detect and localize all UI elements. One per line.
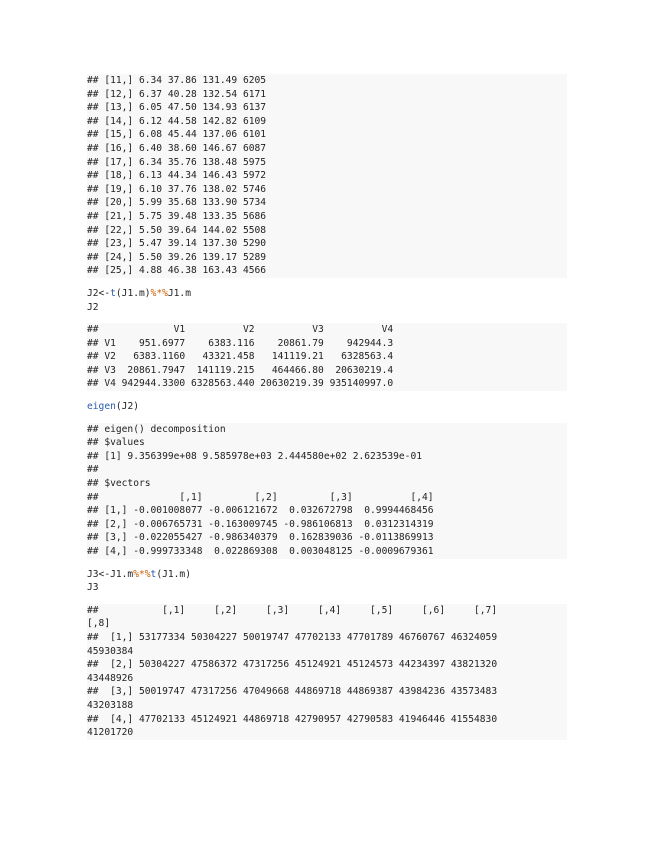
block-gap <box>87 314 567 323</box>
output-line: ## [1,] -0.001008077 -0.006121672 0.032672798 0.9994468456 <box>87 505 434 517</box>
output-line: ## [22,] 5.50 39.64 144.02 5508 <box>87 224 267 236</box>
output-line: ## [13,] 6.05 47.50 134.93 6137 <box>87 102 267 114</box>
operator-token: %*% <box>150 287 168 299</box>
output-line: ## [2,] -0.006765731 -0.163009745 -0.986106813 0.0312314319 <box>87 518 434 530</box>
function-token: t <box>110 287 116 299</box>
code-token: J2<- <box>87 287 111 299</box>
function-token: t <box>150 568 157 580</box>
block-gap <box>87 278 567 287</box>
output-line: ## [11,] 6.34 37.86 131.49 6205 <box>87 75 267 86</box>
operator-token: %*% <box>133 568 151 580</box>
output-line: ## [4,] 47702133 45124921 44869718 42790957 42790583 41946446 41554830 <box>87 713 498 725</box>
block-gap <box>87 391 567 400</box>
output-line: ## [1] 9.356399e+08 9.585978e+03 2.444580e+02 2.623539e-01 <box>87 450 423 462</box>
output-line: ## V1 V2 V3 V4 <box>87 324 394 336</box>
output-line: ## [14,] 6.12 44.58 142.82 6109 <box>87 115 267 127</box>
output-line: 45930384 <box>87 645 134 657</box>
output-line: ## [15,] 6.08 45.44 137.06 6101 <box>87 129 267 141</box>
code-line <box>87 581 567 595</box>
code-chunk <box>87 400 567 414</box>
code-chunk <box>87 287 567 314</box>
code-line <box>87 400 567 414</box>
code-line <box>87 568 567 582</box>
output-line: ## [2,] 50304227 47586372 47317256 45124921 45124573 44234397 43821320 <box>87 659 498 671</box>
output-line: ## V4 942944.3300 6328563.440 20630219.39 935140997.0 <box>87 378 394 390</box>
output-line: ## eigen() decomposition <box>87 423 226 435</box>
output-chunk <box>87 323 567 391</box>
output-chunk <box>87 604 567 740</box>
block-gap <box>87 414 567 423</box>
output-line: ## <box>87 464 99 476</box>
output-chunk <box>87 423 567 559</box>
code-token: J2 <box>87 301 99 313</box>
output-line: ## [4,] -0.999733348 0.022869308 0.003048125 -0.0009679361 <box>87 546 434 557</box>
output-line: ## [25,] 4.88 46.38 163.43 4566 <box>87 265 267 277</box>
output-line: ## $vectors <box>87 478 151 490</box>
code-chunk <box>87 568 567 595</box>
code-token: (J1.m) <box>156 568 191 580</box>
output-line: 43203188 <box>87 699 134 711</box>
code-token: (J1.m) <box>115 287 151 299</box>
output-line: ## V1 951.6977 6383.116 20861.79 942944.3 <box>87 337 394 349</box>
output-line: ## [1,] 53177334 50304227 50019747 47702133 47701789 46760767 46324059 <box>87 631 498 643</box>
output-line: ## [3,] -0.022055427 -0.986340379 0.162839036 -0.0113869913 <box>87 532 434 544</box>
output-line: ## [23,] 5.47 39.14 137.30 5290 <box>87 238 267 250</box>
output-line: ## [,1] [,2] [,3] [,4] [,5] [,6] [,7] <box>87 604 498 616</box>
code-token: J3<-J1.m <box>87 568 134 580</box>
output-line: ## [17,] 6.34 35.76 138.48 5975 <box>87 156 267 168</box>
code-line <box>87 287 567 301</box>
output-chunk <box>87 74 567 278</box>
output-line: ## [24,] 5.50 39.26 139.17 5289 <box>87 251 267 263</box>
code-token: J3 <box>87 582 99 594</box>
block-gap <box>87 559 567 568</box>
output-line: ## [3,] 50019747 47317256 47049668 44869718 44869387 43984236 43573483 <box>87 686 498 698</box>
output-line: ## [19,] 6.10 37.76 138.02 5746 <box>87 183 267 195</box>
output-line: 41201720 <box>87 727 134 739</box>
output-line: ## [,1] [,2] [,3] [,4] <box>87 491 434 503</box>
output-line: ## V3 20861.7947 141119.215 464466.80 20630219.4 <box>87 364 394 376</box>
output-line: [,8] <box>87 618 111 630</box>
output-line: ## [12,] 6.37 40.28 132.54 6171 <box>87 88 267 100</box>
code-token: J1.m <box>167 287 191 299</box>
output-line: 43448926 <box>87 672 134 684</box>
output-line: ## [21,] 5.75 39.48 133.35 5686 <box>87 210 267 222</box>
output-line: ## [20,] 5.99 35.68 133.90 5734 <box>87 197 267 209</box>
function-token: eigen <box>87 401 116 413</box>
output-line: ## [16,] 6.40 38.60 146.67 6087 <box>87 142 267 154</box>
output-line: ## $values <box>87 437 145 449</box>
r-markdown-document <box>87 74 567 740</box>
output-line: ## [18,] 6.13 44.34 146.43 5972 <box>87 170 267 182</box>
output-line: ## V2 6383.1160 43321.458 141119.21 6328563.4 <box>87 351 394 363</box>
block-gap <box>87 595 567 604</box>
code-token: (J2) <box>115 401 139 413</box>
code-line <box>87 301 567 315</box>
